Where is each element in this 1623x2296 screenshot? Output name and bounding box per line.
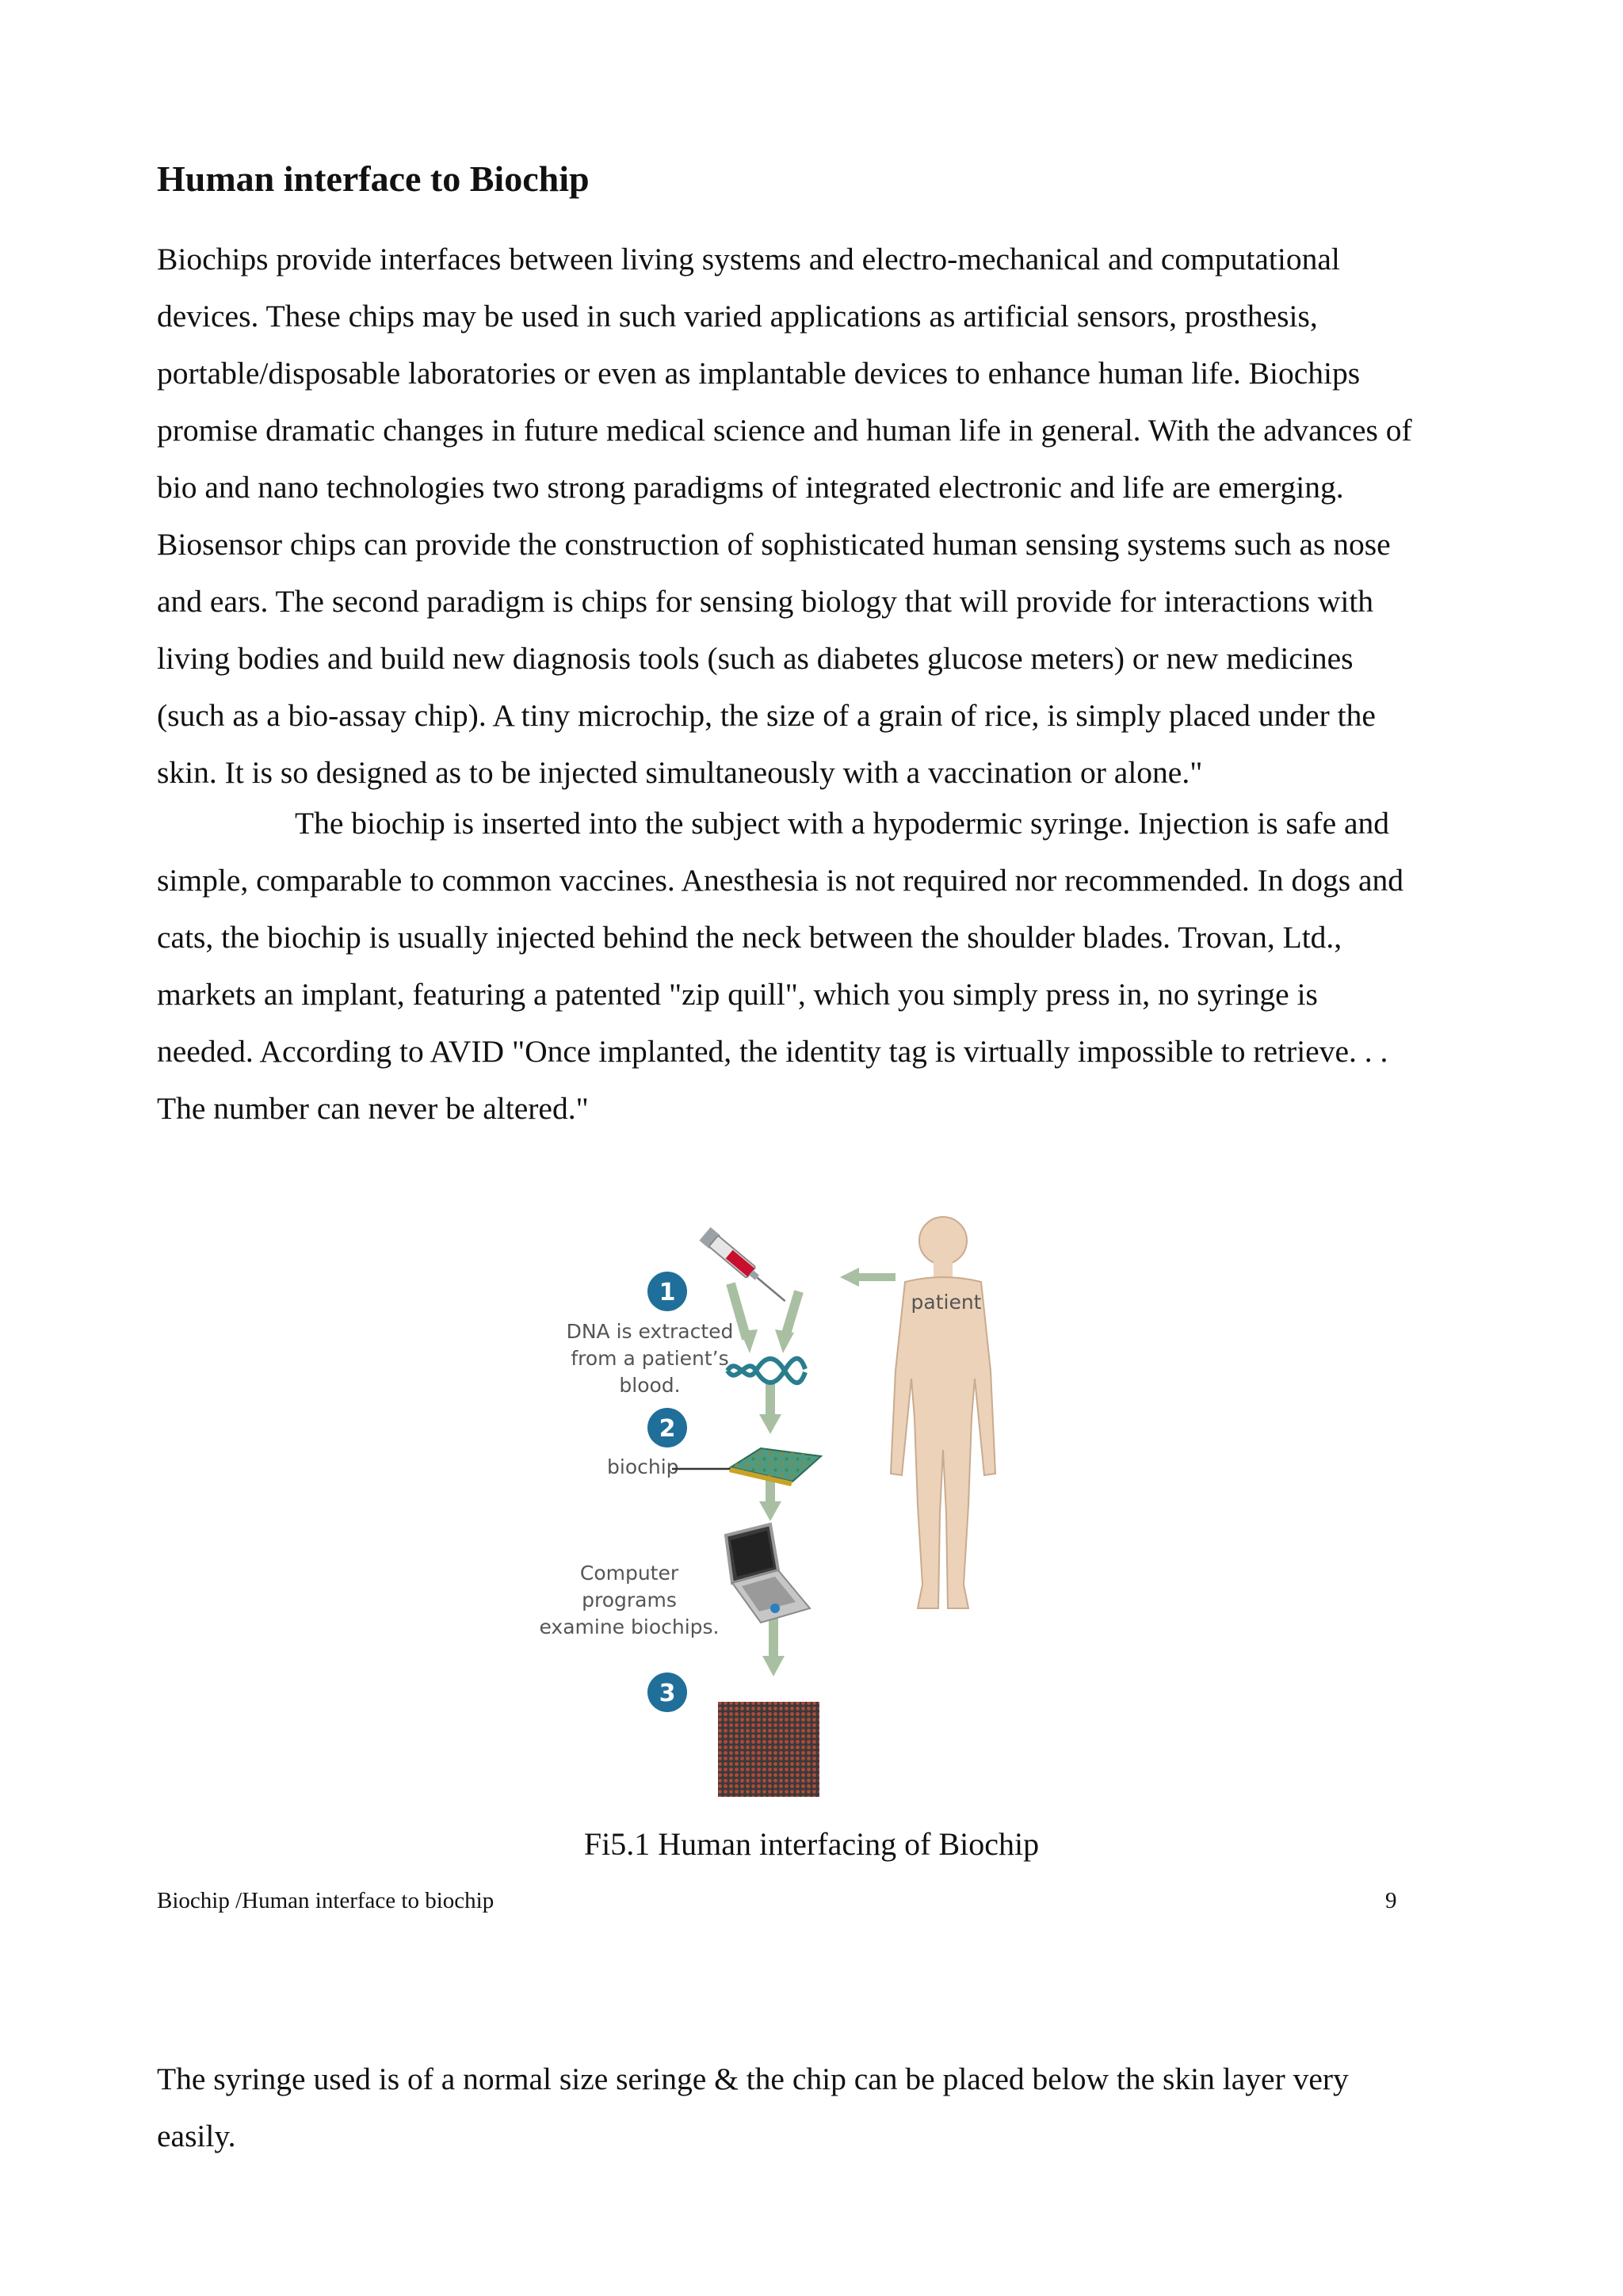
biochip-diagram <box>523 1212 1046 1822</box>
section-heading: Human interface to Biochip <box>157 158 590 199</box>
paragraph-line: Biochips provide interfaces between living systems and electro-mechanical and computational <box>157 242 1340 277</box>
paragraph-line: The syringe used is of a normal size seringe & the chip can be placed below the skin layer very <box>157 2061 1349 2096</box>
step-3-number: 3 <box>659 1680 676 1707</box>
paragraph-intro <box>157 231 1488 801</box>
biochip-figure <box>523 1212 1046 1822</box>
paragraph-line: skin. It is so designed as to be injected simultaneously with a vaccination or alone." <box>157 755 1203 790</box>
paragraph-line: and ears. The second paradigm is chips for sensing biology that will provide for interactions with <box>157 584 1374 619</box>
page-footer-title: Biochip /Human interface to biochip <box>157 1888 495 1913</box>
paragraph-line: Biosensor chips can provide the construction of sophisticated human sensing systems such as nose <box>157 527 1391 562</box>
laptop-icon <box>726 1524 810 1623</box>
step-1-number: 1 <box>659 1279 676 1306</box>
paragraph-line: easily. <box>157 2119 236 2153</box>
computer-text-line: Computer <box>579 1562 679 1585</box>
step-1-badge <box>647 1272 687 1311</box>
paragraph-syringe <box>157 2050 1488 2164</box>
syringe-icon <box>699 1227 790 1308</box>
paragraph-line: markets an implant, featuring a patented "zip quill", which you simply press in, no syringe is <box>157 977 1318 1012</box>
arrow-head <box>759 1414 781 1434</box>
step-1-text-line: from a patient’s <box>571 1347 729 1370</box>
paragraph-line: The number can never be altered." <box>157 1091 589 1126</box>
arrow-head <box>762 1656 785 1676</box>
dna-icon <box>727 1359 805 1383</box>
page-number: 9 <box>1385 1888 1397 1913</box>
biochip-label: biochip <box>607 1455 679 1478</box>
patient-figure-icon <box>891 1217 995 1608</box>
step-2-number: 2 <box>659 1415 676 1443</box>
arrow-head <box>740 1329 758 1353</box>
paragraph-line: devices. These chips may be used in such varied applications as artificial sensors, prosthesis, <box>157 299 1318 334</box>
step-2-badge <box>647 1408 687 1447</box>
paragraph-line: bio and nano technologies two strong paradigms of integrated electronic and life are emerging. <box>157 470 1344 505</box>
arrow-head <box>759 1501 781 1521</box>
paragraph-line: (such as a bio-assay chip). A tiny microchip, the size of a grain of rice, is simply placed under the <box>157 698 1376 733</box>
paragraph-line: promise dramatic changes in future medical science and human life in general. With the advances of <box>157 413 1412 448</box>
paragraph-injection <box>157 795 1488 1137</box>
computer-text-line: programs <box>582 1589 677 1611</box>
paragraph-line: living bodies and build new diagnosis tools (such as diabetes glucose meters) or new medicines <box>157 641 1354 676</box>
paragraph-line: needed. According to AVID "Once implanted, the identity tag is virtually impossible to retrieve. . . <box>157 1034 1388 1069</box>
paragraph-line: simple, comparable to common vaccines. Anesthesia is not required nor recommended. In dogs and <box>157 863 1403 898</box>
microarray-result <box>718 1702 819 1797</box>
arrow-head <box>840 1268 859 1287</box>
paragraph-line: portable/disposable laboratories or even as implantable devices to enhance human life. Biochips <box>157 356 1361 391</box>
step-3-badge <box>647 1672 687 1712</box>
step-1-text-line: blood. <box>619 1374 681 1397</box>
paragraph-line: cats, the biochip is usually injected behind the neck between the shoulder blades. Trovan, Ltd., <box>157 920 1342 955</box>
patient-label: patient <box>911 1291 982 1314</box>
arrow-head <box>775 1329 794 1353</box>
computer-text-line: examine biochips. <box>539 1615 720 1638</box>
biochip-icon <box>729 1448 821 1486</box>
figure-caption: Fi5.1 Human interfacing of Biochip <box>583 1826 1040 1862</box>
paragraph-line: The biochip is inserted into the subject with a hypodermic syringe. Injection is safe and <box>295 806 1390 841</box>
step-1-text-line: DNA is extracted <box>566 1320 734 1343</box>
